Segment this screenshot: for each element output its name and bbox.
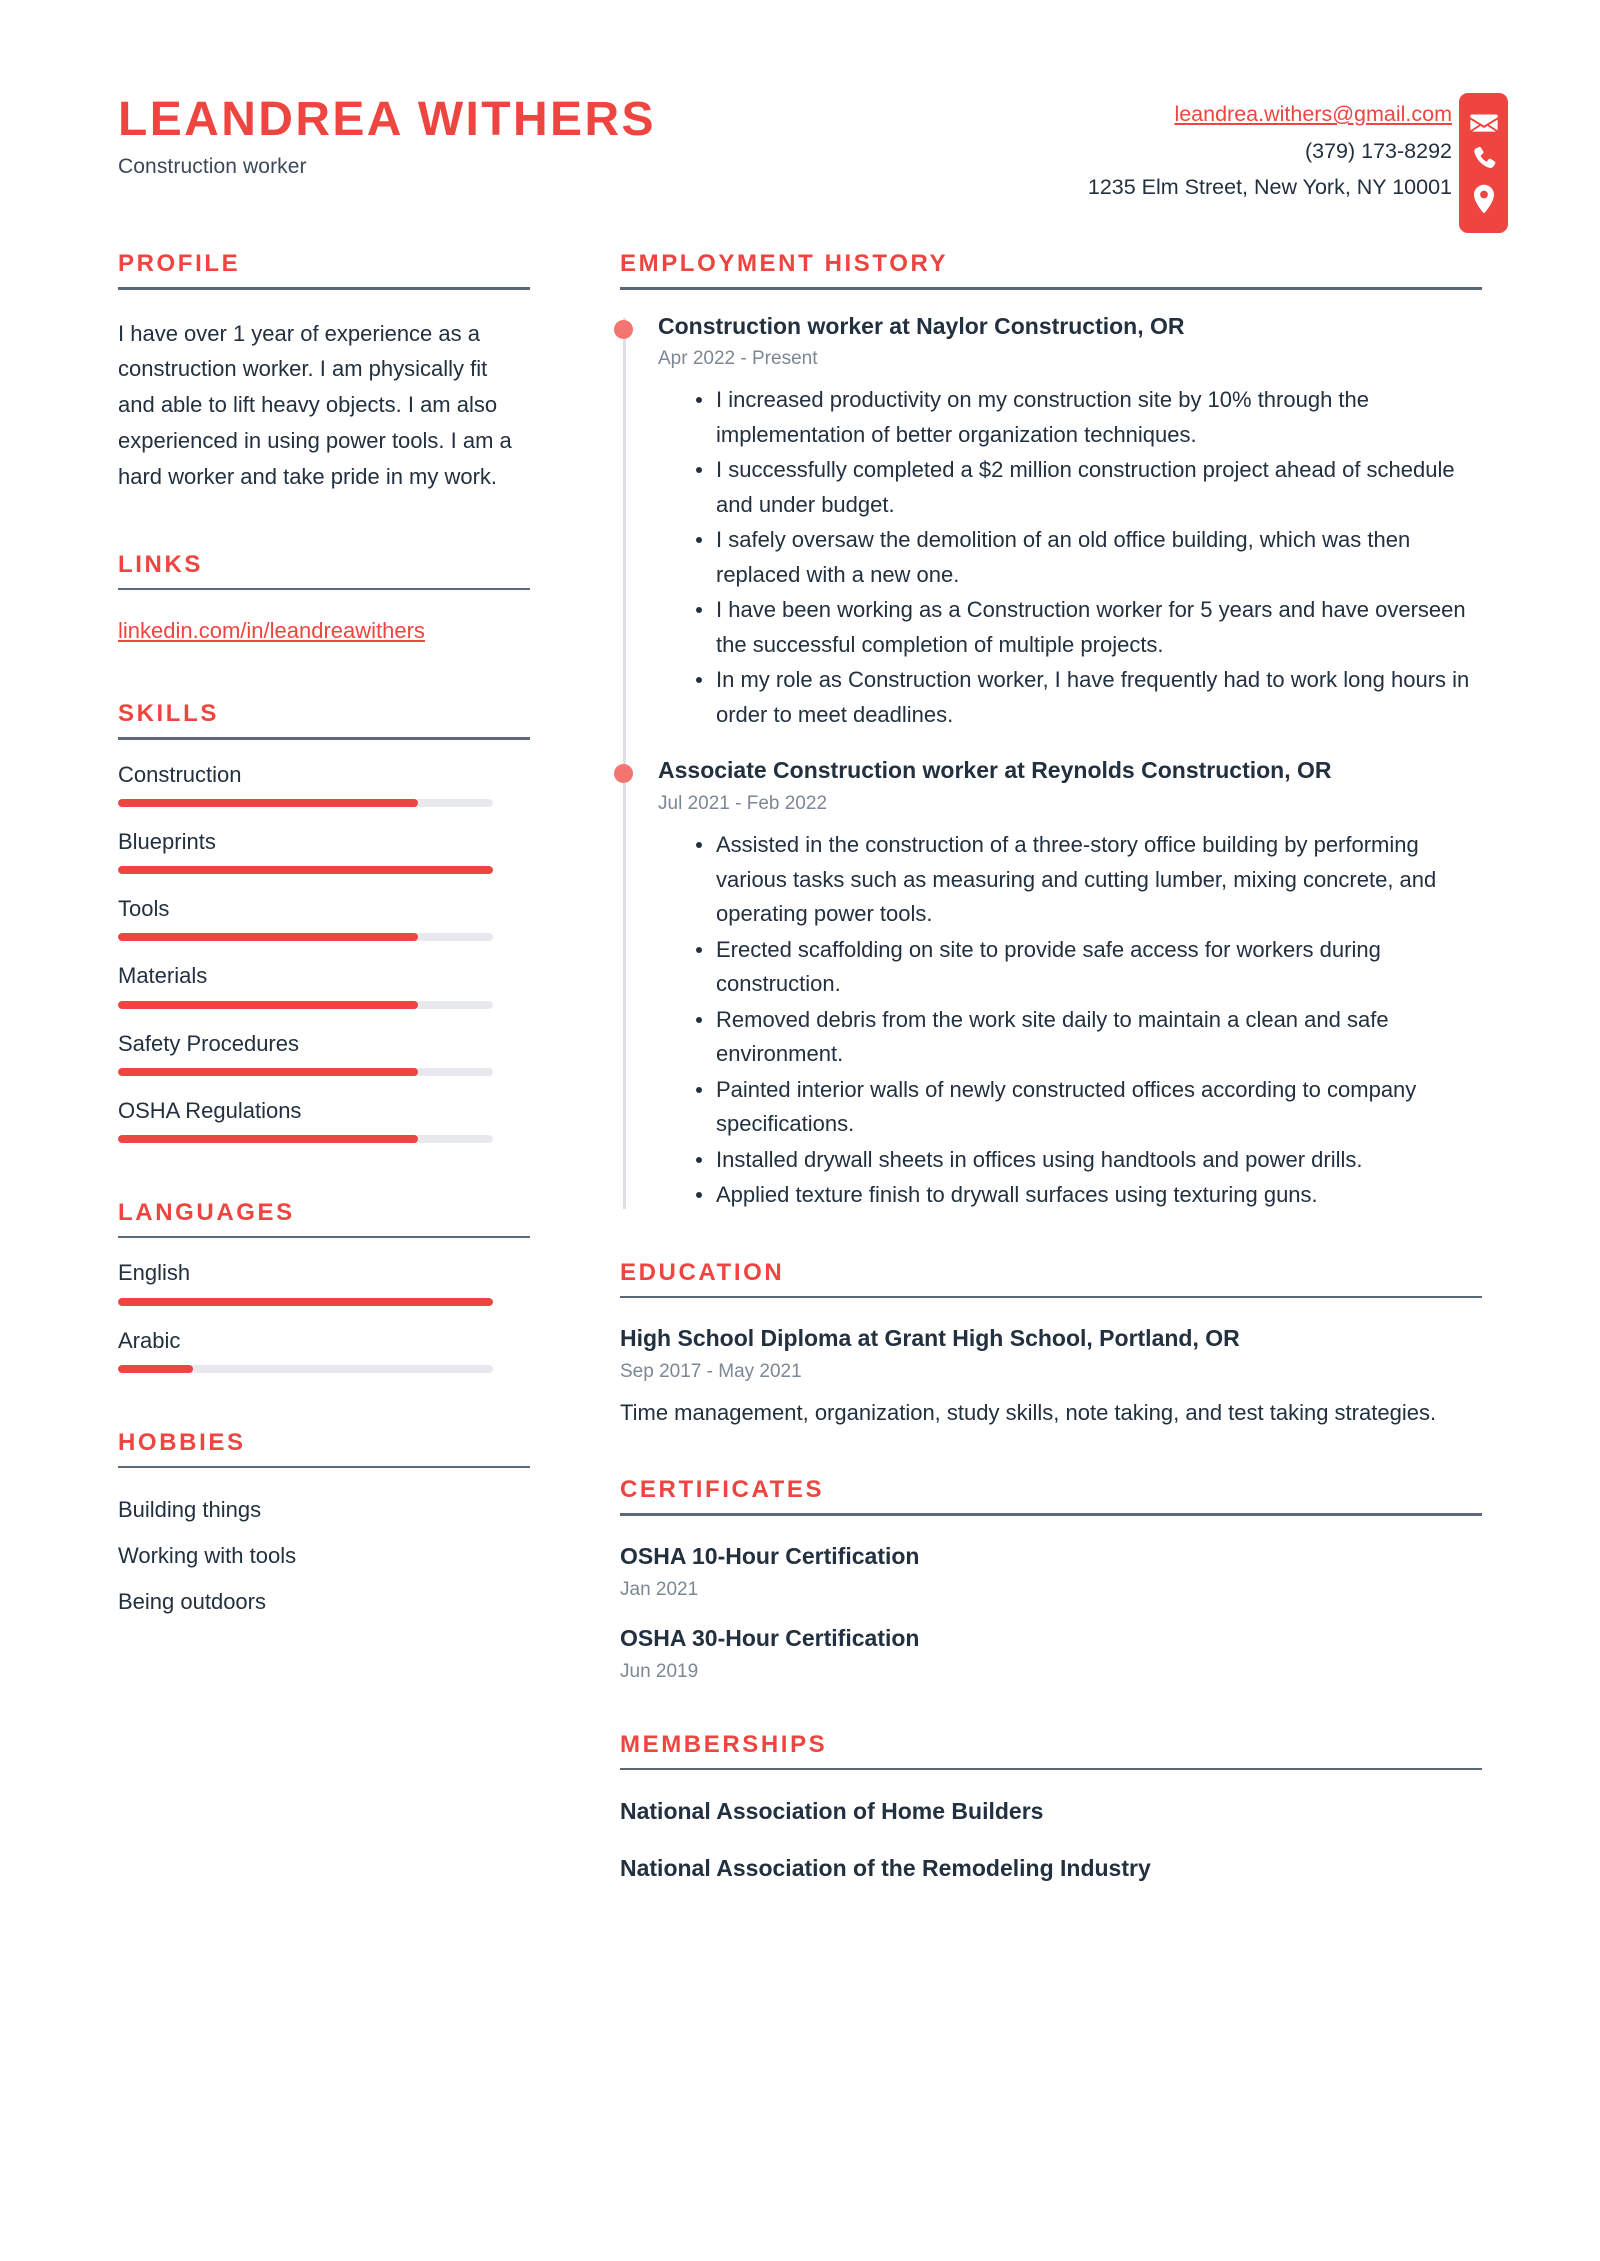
skill-level-bar xyxy=(118,933,493,941)
contact-block xyxy=(1088,98,1452,208)
resume-body xyxy=(0,250,1600,1884)
skill-row xyxy=(118,1032,530,1076)
link-item-linkedin[interactable]: linkedin.com/in/leandreawithers xyxy=(118,618,425,644)
section-heading-links: LINKS xyxy=(118,550,203,578)
contact-email-line xyxy=(1088,98,1452,131)
employment-title: Construction worker at Naylor Construction, OR xyxy=(658,312,1185,339)
skill-row xyxy=(118,830,530,874)
profile-summary-text: I have over 1 year of experience as a construction worker. I am physically fit and able to lift heavy objects. I am also experienced in using power tools. I am a hard worker and take pride in my work. xyxy=(118,320,512,489)
certificate-title: OSHA 10-Hour Certification xyxy=(620,1542,920,1569)
sidebar-column xyxy=(118,250,530,1618)
bullet-item: I successfully completed a $2 million construction project ahead of schedule and under budget. xyxy=(696,453,1482,522)
skill-level-fill xyxy=(118,866,493,874)
membership-item: National Association of Home Builders xyxy=(620,1798,1044,1825)
bullet-item: Assisted in the construction of a three-story office building by performing various tasks such as measuring and cutting lumber, mixing concrete, and operating power tools. xyxy=(696,828,1482,932)
skill-level-bar xyxy=(118,1068,493,1076)
section-divider xyxy=(118,588,530,591)
bullet-item: Erected scaffolding on site to provide safe access for workers during construction. xyxy=(696,933,1482,1002)
language-row xyxy=(118,1261,530,1305)
section-links xyxy=(118,551,530,645)
language-level-fill xyxy=(118,1298,493,1306)
skill-level-bar xyxy=(118,866,493,874)
hobby-item: Building things xyxy=(118,1497,262,1523)
skill-row xyxy=(118,763,530,807)
language-label: Arabic xyxy=(118,1327,181,1353)
section-heading-education: EDUCATION xyxy=(620,1258,785,1286)
language-level-fill xyxy=(118,1365,193,1373)
employment-bullet-list xyxy=(658,828,1482,1213)
section-heading-skills: SKILLS xyxy=(118,700,219,728)
skill-level-fill xyxy=(118,933,418,941)
certificate-entry xyxy=(620,1624,1482,1685)
certificate-title: OSHA 30-Hour Certification xyxy=(620,1625,920,1652)
language-level-bar xyxy=(118,1298,493,1306)
skill-label: OSHA Regulations xyxy=(118,1097,302,1123)
employment-entry xyxy=(620,756,1482,1212)
section-divider xyxy=(118,1466,530,1469)
employment-bullet-list xyxy=(658,383,1482,732)
certificate-date: Jan 2021 xyxy=(620,1578,699,1600)
section-heading-languages: LANGUAGES xyxy=(118,1198,295,1226)
education-title: High School Diploma at Grant High School, Portland, OR xyxy=(620,1325,1240,1352)
timeline-dot-icon xyxy=(614,320,633,339)
main-column xyxy=(530,250,1482,1884)
skill-level-bar xyxy=(118,799,493,807)
section-heading-hobbies: HOBBIES xyxy=(118,1428,246,1456)
section-languages xyxy=(118,1199,530,1373)
employment-date: Jul 2021 - Feb 2022 xyxy=(658,793,828,815)
skill-label: Materials xyxy=(118,963,208,989)
skill-row xyxy=(118,897,530,941)
section-profile xyxy=(118,250,530,495)
skill-row xyxy=(118,964,530,1008)
education-date: Sep 2017 - May 2021 xyxy=(620,1361,802,1383)
bullet-item: I have been working as a Construction worker for 5 years and have overseen the successful completion of multiple projects. xyxy=(696,593,1482,662)
timeline-dot-icon xyxy=(614,764,633,783)
skill-level-fill xyxy=(118,1068,418,1076)
section-education xyxy=(620,1259,1482,1430)
education-entry xyxy=(620,1324,1482,1430)
section-divider xyxy=(118,737,530,740)
membership-item: National Association of the Remodeling Industry xyxy=(620,1855,1151,1882)
section-heading-employment: EMPLOYMENT HISTORY xyxy=(620,250,949,277)
section-heading-certificates: CERTIFICATES xyxy=(620,1476,825,1504)
page-title: LEANDREA WITHERS xyxy=(118,93,656,146)
contact-phone-line: (379) 173-8292 xyxy=(1304,138,1452,163)
language-label: English xyxy=(118,1260,191,1286)
section-divider xyxy=(118,1236,530,1239)
contact-icon-badge xyxy=(1459,93,1508,233)
section-divider xyxy=(620,1513,1482,1516)
skill-level-fill xyxy=(118,1001,418,1009)
section-divider xyxy=(620,1296,1482,1299)
employment-entry xyxy=(620,312,1482,733)
section-divider xyxy=(118,287,530,290)
phone-icon xyxy=(1471,146,1497,172)
certificate-entry xyxy=(620,1542,1482,1603)
section-skills xyxy=(118,700,530,1143)
language-level-bar xyxy=(118,1365,493,1373)
section-certificates xyxy=(620,1476,1482,1685)
education-description: Time management, organization, study skills, note taking, and test taking strategies. xyxy=(620,1399,1437,1425)
bullet-item: I increased productivity on my construction site by 10% through the implementation of better organization techniques. xyxy=(696,383,1482,452)
bullet-item: Removed debris from the work site daily to maintain a clean and safe environment. xyxy=(696,1003,1482,1072)
email-link[interactable]: leandrea.withers@gmail.com xyxy=(1174,102,1452,126)
skill-label: Safety Procedures xyxy=(118,1030,299,1056)
skill-level-bar xyxy=(118,1001,493,1009)
section-divider xyxy=(620,1768,1482,1771)
language-row xyxy=(118,1329,530,1373)
skill-level-fill xyxy=(118,799,418,807)
job-title-subtitle: Construction worker xyxy=(118,154,307,178)
bullet-item: In my role as Construction worker, I have frequently had to work long hours in order to meet deadlines. xyxy=(696,663,1482,732)
skill-label: Construction xyxy=(118,761,242,787)
employment-timeline xyxy=(620,312,1482,1213)
resume-header xyxy=(0,0,1600,250)
employment-title: Associate Construction worker at Reynolds Construction, OR xyxy=(658,757,1332,784)
section-heading-profile: PROFILE xyxy=(118,250,241,277)
skill-level-bar xyxy=(118,1135,493,1143)
skill-label: Tools xyxy=(118,896,170,922)
bullet-item: Applied texture finish to drywall surfaces using texturing guns. xyxy=(696,1178,1482,1213)
bullet-item: Painted interior walls of newly constructed offices according to company specifications. xyxy=(696,1073,1482,1142)
employment-date: Apr 2022 - Present xyxy=(658,348,818,370)
section-divider xyxy=(620,287,1482,290)
contact-address-line: 1235 Elm Street, New York, NY 10001 xyxy=(1087,175,1452,200)
hobby-item: Being outdoors xyxy=(118,1589,266,1615)
section-memberships xyxy=(620,1731,1482,1884)
skill-row xyxy=(118,1099,530,1143)
bullet-item: I safely oversaw the demolition of an old office building, which was then replaced with a new one. xyxy=(696,523,1482,592)
section-hobbies xyxy=(118,1429,530,1618)
skill-label: Blueprints xyxy=(118,828,216,854)
certificate-date: Jun 2019 xyxy=(620,1661,699,1683)
name-block xyxy=(118,95,656,179)
bullet-item: Installed drywall sheets in offices using handtools and power drills. xyxy=(696,1143,1482,1178)
envelope-icon xyxy=(1470,113,1498,135)
hobby-item: Working with tools xyxy=(118,1543,297,1569)
section-employment-history xyxy=(620,250,1482,1213)
skill-level-fill xyxy=(118,1135,418,1143)
section-heading-memberships: MEMBERSHIPS xyxy=(620,1730,828,1758)
location-pin-icon xyxy=(1472,184,1496,214)
